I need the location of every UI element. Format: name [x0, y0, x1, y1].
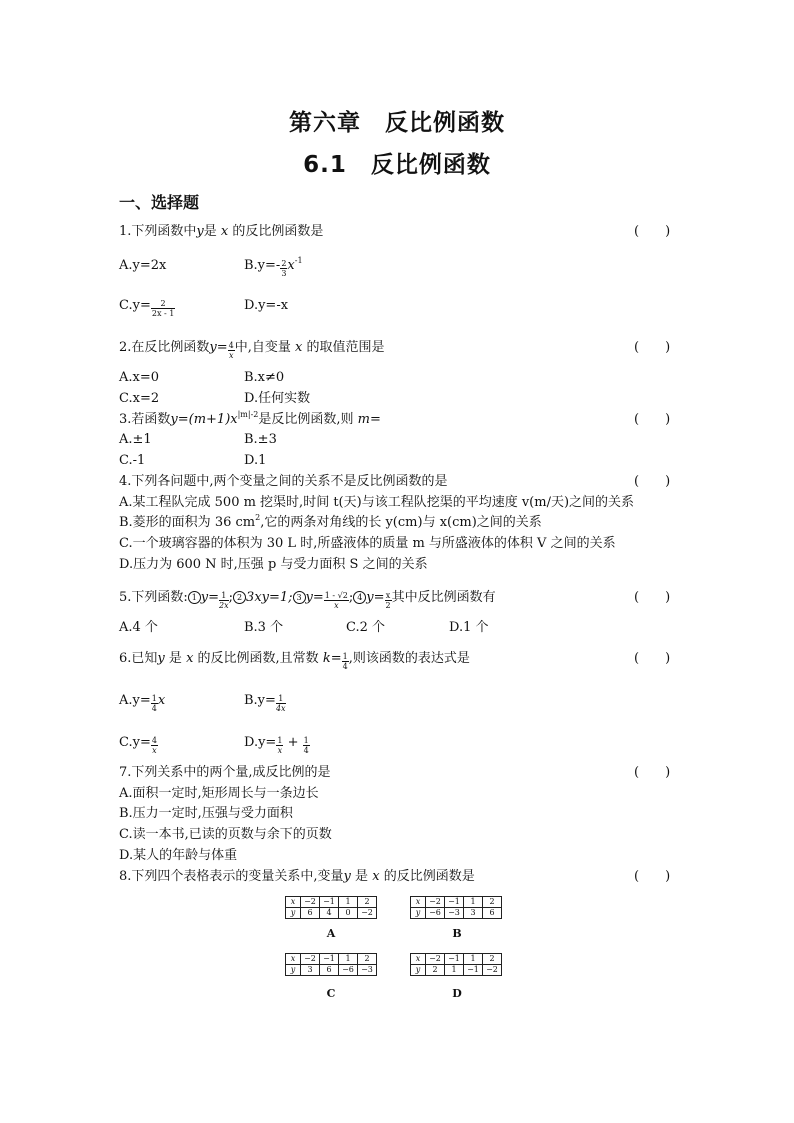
table-cell: 2 [483, 954, 502, 965]
table-cell: x [286, 954, 301, 965]
answer-blank-1[interactable]: ( ) [634, 224, 671, 239]
answer-blank-8[interactable]: ( ) [634, 869, 671, 884]
table-cell: y [286, 965, 301, 976]
question-1-stem: 1.下列函数中y是 x 的反比例函数是 [119, 224, 324, 239]
table-cell: 2 [358, 954, 377, 965]
table-row-x [286, 954, 377, 965]
table-cell: −2 [426, 954, 445, 965]
table-cell: x [411, 954, 426, 965]
table-cell: −2 [301, 897, 320, 908]
q1-option-d[interactable]: D.y=-x [244, 298, 289, 313]
table-cell: −1 [320, 897, 339, 908]
q3-option-c[interactable]: C.-1 [119, 453, 146, 468]
table-cell: 2 [426, 965, 445, 976]
table-cell: 6 [301, 908, 320, 919]
q4-option-a[interactable]: A.某工程队完成 500 m 挖渠时,时间 t(天)与该工程队挖渠的平均速度 v(m/天)之间的关系 [119, 495, 635, 510]
q7-option-c[interactable]: C.读一本书,已读的页数与余下的页数 [119, 827, 332, 842]
q2-option-c[interactable]: C.x=2 [119, 391, 160, 406]
answer-blank-3[interactable]: ( ) [634, 412, 671, 427]
table-cell: −2 [358, 908, 377, 919]
table-cell: 1 [339, 897, 358, 908]
chapter-title: 第六章 反比例函数 [289, 110, 505, 136]
answer-blank-7[interactable]: ( ) [634, 765, 671, 780]
table-cell: 0 [339, 908, 358, 919]
q4-option-b[interactable]: B.菱形的面积为 36 $cm^2$,它的两条对角线的长 y(cm)与 x(cm)之间的关系 [119, 513, 542, 530]
table-cell: 2 [483, 897, 502, 908]
table-cell: −3 [358, 965, 377, 976]
q5-option-a[interactable]: A.4 个 [119, 620, 158, 635]
table-cell: −1 [464, 965, 483, 976]
table-cell: 3 [464, 908, 483, 919]
q1-option-b[interactable]: B.y=- $\frac{2}{3}$ $x^{-1}$ [244, 256, 303, 278]
question-3-stem: 3.若函数$y=(m+1)x^{|m|-2}$是反比例函数,则 m= [119, 410, 381, 427]
table-row-y [411, 965, 502, 976]
q2-option-d[interactable]: D.任何实数 [244, 391, 311, 406]
table-cell: −2 [426, 897, 445, 908]
question-2-stem: 2.在反比例函数y= $\frac{4}{x}$中,自变量 x 的取值范围是 [119, 340, 385, 360]
q1-option-c[interactable]: C.y= $\frac{2}{2x - 1}$ [119, 298, 175, 318]
q6-option-d[interactable]: D.y= $\frac{1}{x}$ + $\frac{1}{4}$ [244, 735, 309, 755]
section-title: 6.1 反比例函数 [303, 152, 491, 178]
q5-option-c[interactable]: C.2 个 [346, 620, 386, 635]
table-cell: 6 [320, 965, 339, 976]
q5-option-b[interactable]: B.3 个 [244, 620, 284, 635]
table-cell: y [411, 908, 426, 919]
table-cell: 1 [339, 954, 358, 965]
table-cell: 4 [320, 908, 339, 919]
table-label-d: D [452, 987, 462, 1000]
value-table-c [285, 953, 377, 976]
table-cell: y [286, 908, 301, 919]
table-cell: 6 [483, 908, 502, 919]
question-8-stem: 8.下列四个表格表示的变量关系中,变量y 是 x 的反比例函数是 [119, 869, 475, 884]
q4-option-d[interactable]: D.压力为 600 N 时,压强 p 与受力面积 S 之间的关系 [119, 557, 428, 572]
q3-option-a[interactable]: A.±1 [119, 432, 152, 447]
table-row-x [411, 897, 502, 908]
table-cell: −3 [445, 908, 464, 919]
table-cell: −1 [320, 954, 339, 965]
answer-blank-5[interactable]: ( ) [634, 590, 671, 605]
question-5-stem: 5.下列函数: 1 y= $\frac{1}{2x}$; 2 3xy=1; 3 y= $\frac{1 - √2}{x}$; 4 y= $\frac{x}{2}$ 其中反比例函数有 [119, 590, 496, 610]
table-cell: 1 [464, 954, 483, 965]
table-cell: 1 [445, 965, 464, 976]
table-row-y [286, 908, 377, 919]
table-row-y [286, 965, 377, 976]
q7-option-d[interactable]: D.某人的年龄与体重 [119, 848, 238, 863]
answer-blank-4[interactable]: ( ) [634, 474, 671, 489]
table-cell: −2 [301, 954, 320, 965]
q3-option-d[interactable]: D.1 [244, 453, 267, 468]
table-cell: 1 [464, 897, 483, 908]
q4-option-c[interactable]: C.一个玻璃容器的体积为 30 L 时,所盛液体的质量 m 与所盛液体的体积 V 之间的关系 [119, 536, 616, 551]
q6-option-a[interactable]: A.y= $\frac{1}{4}$ x [119, 693, 166, 713]
table-cell: 3 [301, 965, 320, 976]
value-table-a [285, 896, 377, 919]
table-cell: −6 [426, 908, 445, 919]
value-table-b [410, 896, 502, 919]
table-label-a: A [326, 927, 336, 940]
table-row-y [411, 908, 502, 919]
question-type-heading: 一、选择题 [119, 193, 200, 212]
answer-blank-6[interactable]: ( ) [634, 651, 671, 666]
table-cell: −2 [483, 965, 502, 976]
q3-option-b[interactable]: B.±3 [244, 432, 277, 447]
q2-option-b[interactable]: B.x≠0 [244, 370, 285, 385]
q5-option-d[interactable]: D.1 个 [449, 620, 489, 635]
q7-option-b[interactable]: B.压力一定时,压强与受力面积 [119, 806, 293, 821]
table-label-b: B [452, 927, 462, 940]
table-cell: y [411, 965, 426, 976]
q6-option-c[interactable]: C.y= $\frac{4}{x}$ [119, 735, 157, 755]
table-cell: x [411, 897, 426, 908]
table-row-x [286, 897, 377, 908]
question-6-stem: 6.已知y 是 x 的反比例函数,且常数 k= $\frac{1}{4}$ ,则该函数的表达式是 [119, 651, 470, 671]
table-cell: 2 [358, 897, 377, 908]
q6-option-b[interactable]: B.y= $\frac{1}{4x}$ [244, 693, 286, 713]
answer-blank-2[interactable]: ( ) [634, 340, 671, 355]
question-4-stem: 4.下列各问题中,两个变量之间的关系不是反比例函数的是 [119, 474, 448, 489]
table-row-x [411, 954, 502, 965]
table-cell: −1 [445, 954, 464, 965]
q7-option-a[interactable]: A.面积一定时,矩形周长与一条边长 [119, 786, 319, 801]
table-label-c: C [326, 987, 336, 1000]
table-cell: −6 [339, 965, 358, 976]
value-table-d [410, 953, 502, 976]
table-cell: −1 [445, 897, 464, 908]
q1-option-a[interactable]: A.y=2x [119, 258, 167, 273]
table-cell: x [286, 897, 301, 908]
q2-option-a[interactable]: A.x=0 [119, 370, 160, 385]
question-7-stem: 7.下列关系中的两个量,成反比例的是 [119, 765, 331, 780]
